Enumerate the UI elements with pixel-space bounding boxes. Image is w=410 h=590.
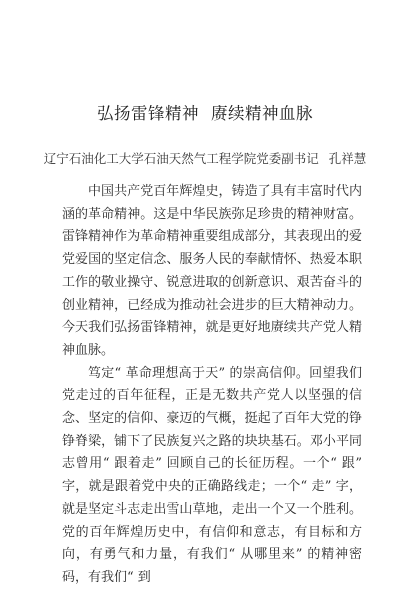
- paragraph: 笃定“ 革命理想高于天” 的崇高信仰。回望我们党走过的百年征程，正是无数共产党人以坚强的信念、坚定的信仰、豪迈的气概，挺起了百年大党的铮铮脊梁，铺下了民族复兴之路的块块基石。邓小平同志曾用“ 跟着走” 回顾自己的长征历程。一个“ 跟” 字，就是跟着党中央的正确路线走；一个“ 走” 字，就是坚定斗志走出雪山草地，走出一个又一个胜利。党的百年辉煌历史中，有信仰和意志，有目标和方向，有勇气和力量，有我们“ 从哪里来” 的精神密码，有我们“ 到: [62, 365, 362, 585]
- article-body: [62, 181, 362, 590]
- author-name: 孔祥慧: [328, 151, 367, 166]
- article-title: [0, 100, 410, 124]
- title-part-1: 弘扬雷锋精神: [97, 104, 199, 123]
- author-line: [0, 149, 410, 167]
- author-affiliation: 辽宁石油化工大学石油天然气工程学院党委副书记: [43, 151, 319, 166]
- paragraph: 中国共产党百年辉煌史，铸造了具有丰富时代内涵的革命精神。这是中华民族弥足珍贵的精神财富。雷锋精神作为革命精神重要组成部分，其表现出的爱党爱国的坚定信念、服务人民的奉献情怀、热爱本职工作的敬业操守、锐意进取的创新意识、艰苦奋斗的创业精神，已经成为推动社会进步的巨大精神动力。今天我们弘扬雷锋精神，就是更好地赓续共产党人精神血脉。: [62, 184, 362, 358]
- title-part-2: 赓续精神血脉: [211, 104, 313, 123]
